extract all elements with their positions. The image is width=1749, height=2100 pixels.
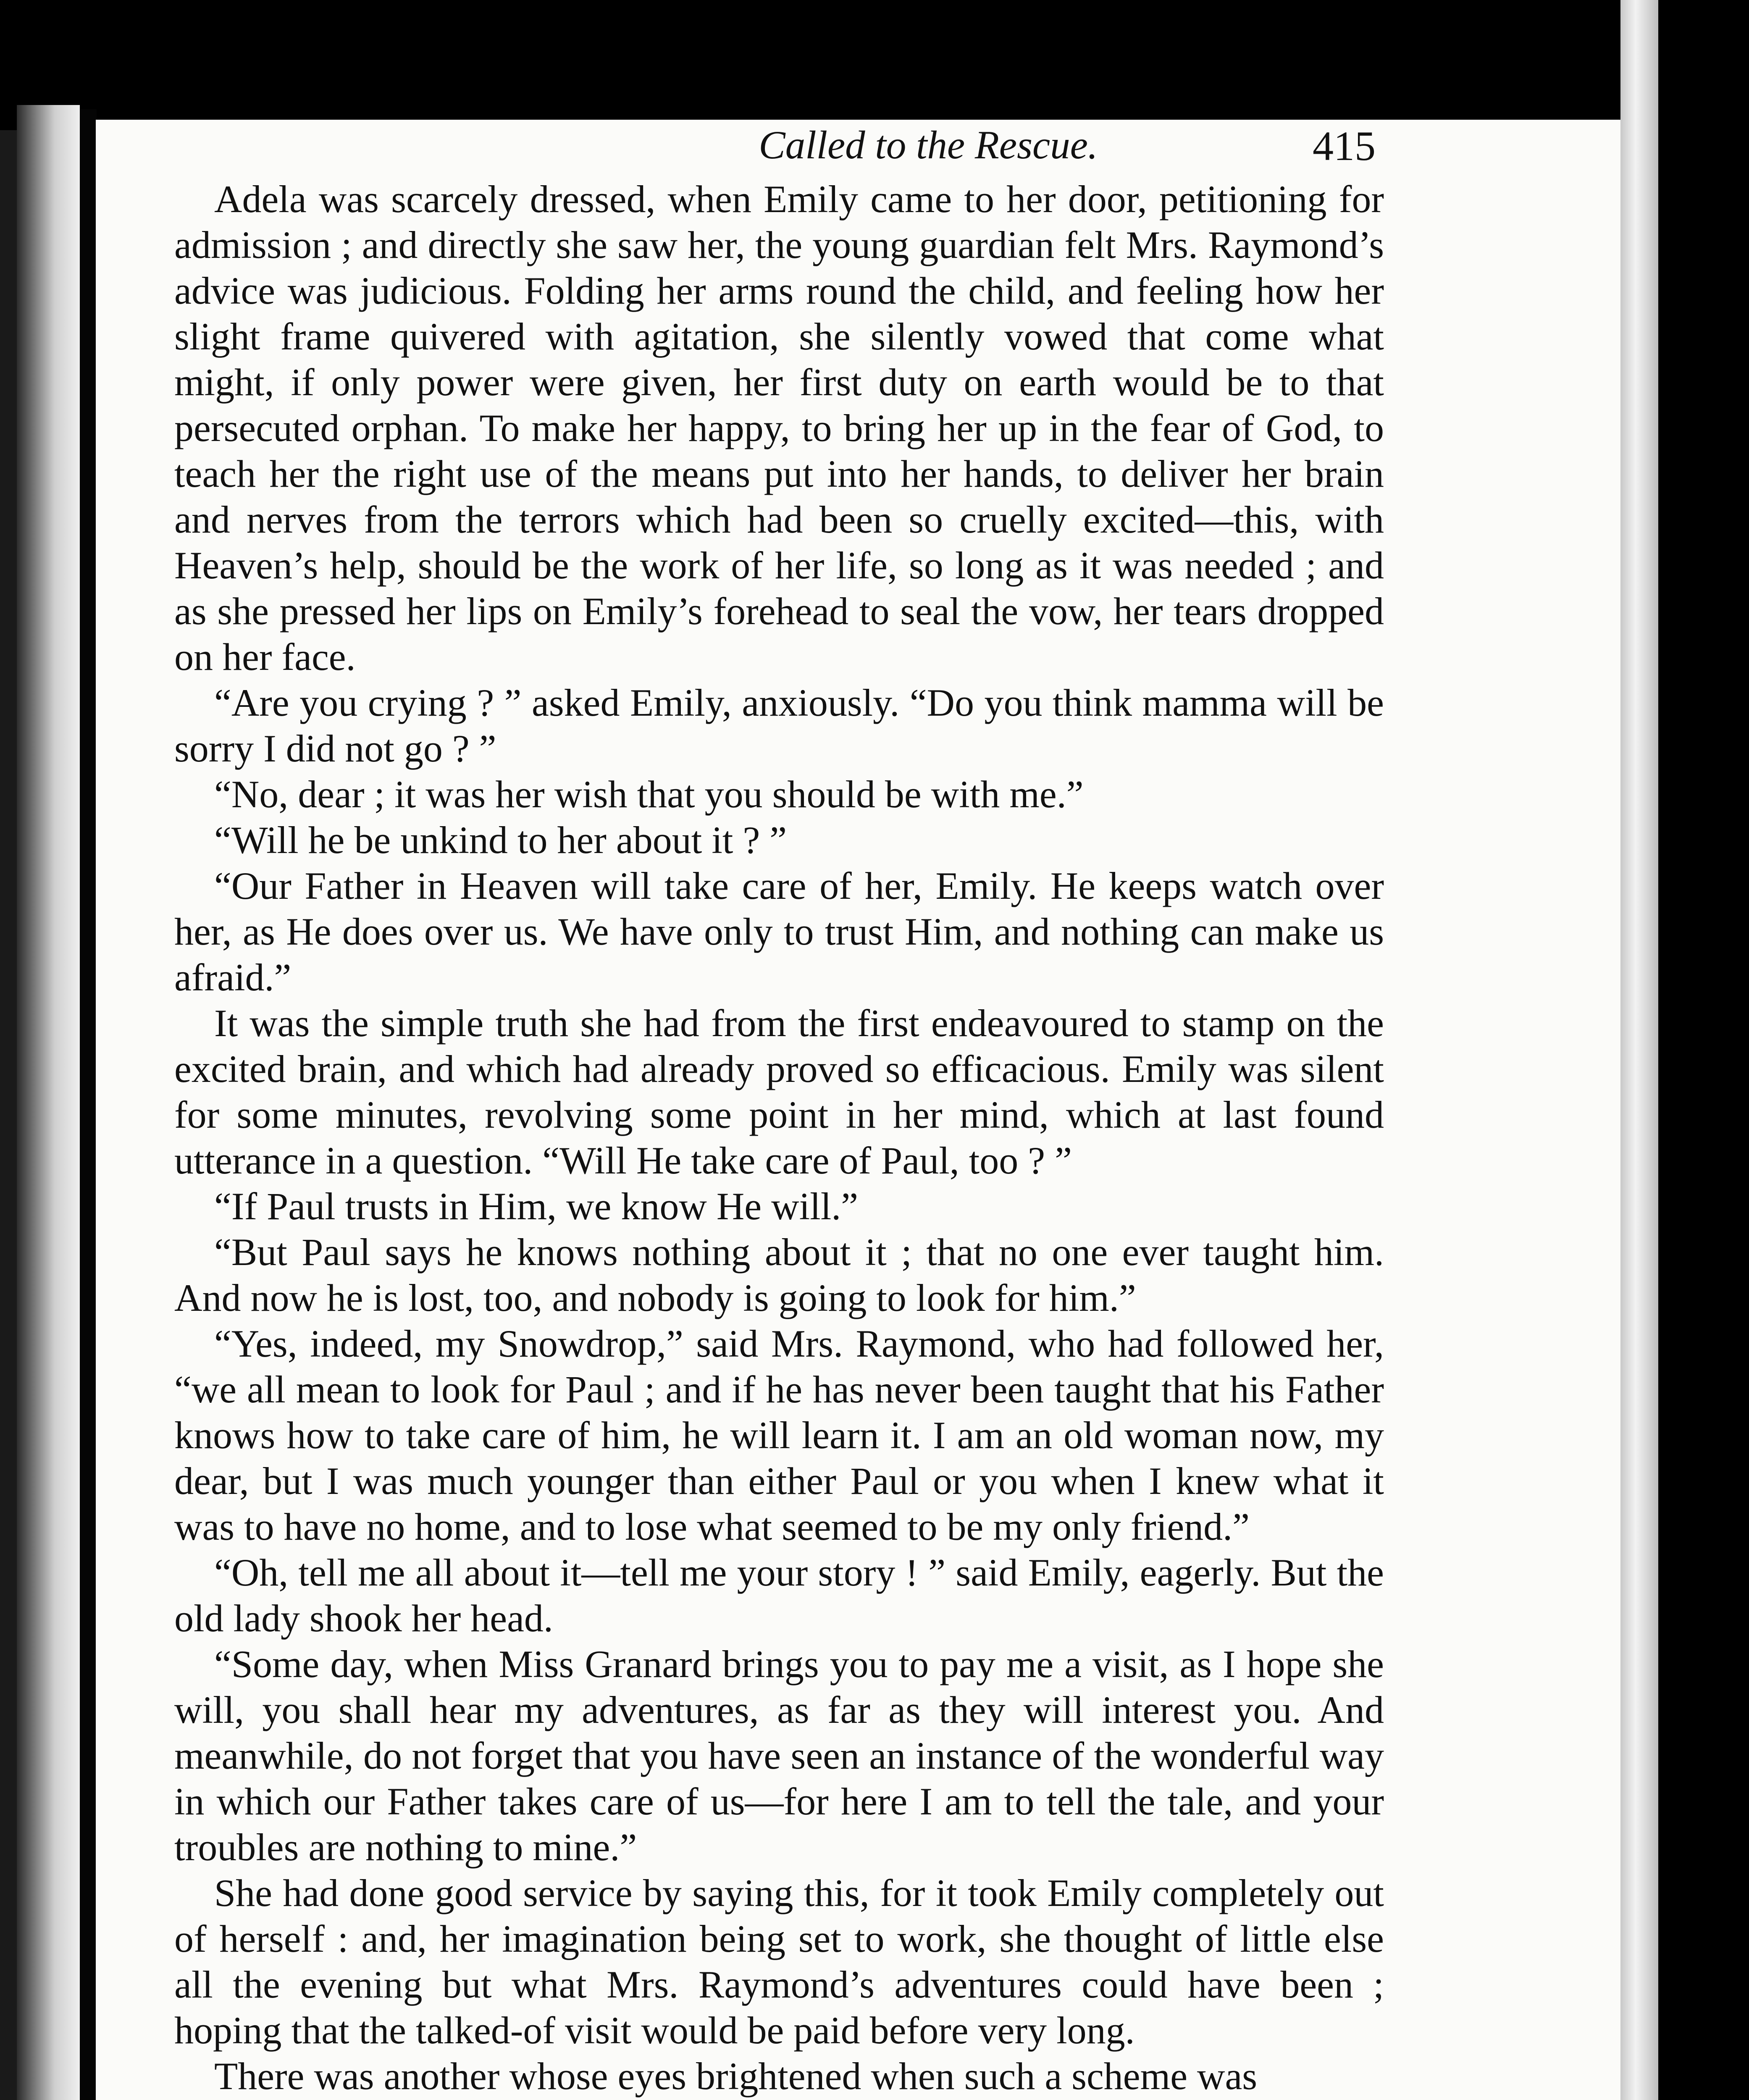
running-title: Called to the Rescue.: [759, 123, 1098, 167]
page-header: [82, 122, 1376, 181]
paragraph: It was the simple truth she had from the first endeavoured to stamp on the excited brain, and which had already proved so efficacious. Emily was silent for some minutes, revolving some point in her mind, which at last found utterance in a question. “Will He take care of Paul, too ? ”: [174, 1002, 1384, 1182]
page-edge-shadow: [80, 109, 97, 2100]
paragraph: “Are you crying ? ” asked Emily, anxiously. “Do you think mamma will be sorry I did not go ? ”: [174, 681, 1384, 770]
paragraph: “Oh, tell me all about it—tell me your story ! ” said Emily, eagerly. But the old lady shook her head.: [174, 1551, 1384, 1640]
binding-gutter: [17, 105, 80, 2100]
page-number: 415: [1313, 123, 1376, 169]
paragraph: There was another whose eyes brightened when such a scheme was: [214, 2055, 1258, 2097]
paragraph: “No, dear ; it was her wish that you should be with me.”: [214, 773, 1084, 816]
page-right-edge: [1620, 0, 1658, 2100]
paragraph: “Yes, indeed, my Snowdrop,” said Mrs. Raymond, who had followed her, “we all mean to look for Paul ; and if he has never been taught that his Father knows how to take care of him, he will learn it. I am an old woman now, my dear, but I was much younger than either Paul or you when I knew what it was to have no home, and to lose what seemed to be my only friend.”: [174, 1322, 1384, 1548]
paragraph: “If Paul trusts in Him, we know He will.”: [214, 1185, 859, 1228]
paragraph: Adela was scarcely dressed, when Emily came to her door, petitioning for admission ; and directly she saw her, the young guardian felt Mrs. Raymond’s advice was judicious. Folding her arms round the child, and feeling how her slight frame quivered with agitation, she silently vowed that come what might, if only power were given, her first duty on earth would be to that persecuted orphan. To make her happy, to bring her up in the fear of God, to teach her the right use of the means put into her hands, to deliver her brain and nerves from the terrors which had been so cruelly excited—this, with Heaven’s help, should be the work of her life, so long as it was needed ; and as she pressed her lips on Emily’s forehead to seal the vow, her tears dropped on her face.: [174, 178, 1384, 678]
paragraph: She had done good service by saying this, for it took Emily completely out of herself : and, her imagination being set to work, she thought of little else all the evening but what Mrs. Raymond’s adventures could have been ; hoping that the talked-of visit would be paid before very long.: [174, 1872, 1384, 2052]
paragraph: “Some day, when Miss Granard brings you to pay me a visit, as I hope she will, you shall hear my adventures, as far as they will interest you. And meanwhile, do not forget that you have seen an instance of the wonderful way in which our Father takes care of us—for here I am to tell the tale, and your troubles are nothing to mine.”: [174, 1643, 1384, 1869]
paragraph: “Our Father in Heaven will take care of her, Emily. He keeps watch over her, as He does over us. We have only to trust Him, and nothing can make us afraid.”: [174, 864, 1384, 999]
body-text: [174, 176, 1384, 2099]
paragraph: “Will he be unkind to her about it ? ”: [214, 819, 787, 861]
paragraph: “But Paul says he knows nothing about it ; that no one ever taught him. And now he is lost, too, and nobody is going to look for him.”: [174, 1231, 1384, 1319]
book-binding: [0, 130, 17, 2100]
